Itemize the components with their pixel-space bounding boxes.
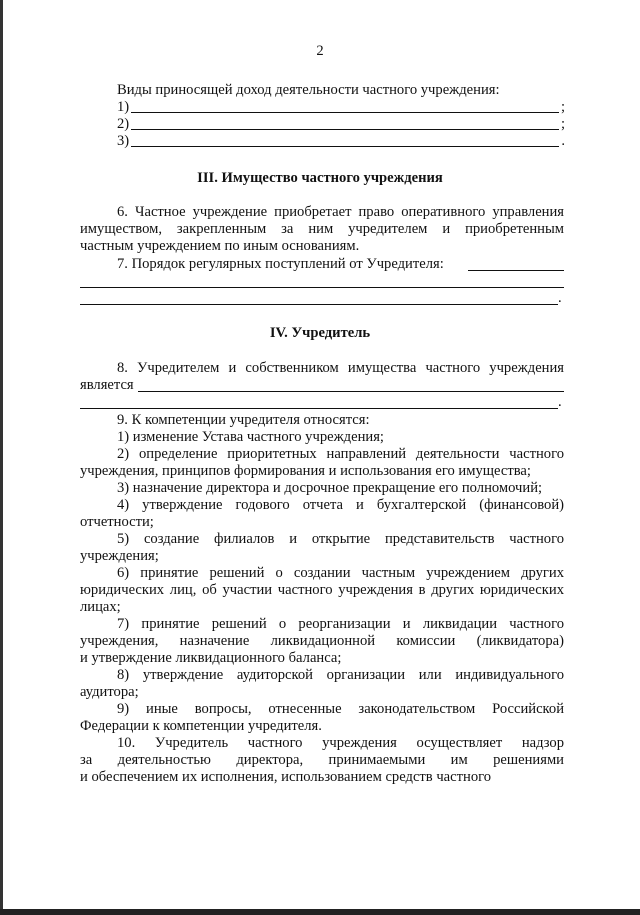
competence-line: 9. К компетенции учредителя относятся: (117, 412, 370, 428)
blank-line (131, 112, 559, 113)
line-end-mark: ; (560, 99, 565, 115)
blank-line (131, 129, 559, 130)
competence-line: 1) изменение Устава частного учреждения; (117, 429, 384, 445)
competence-line: 7) принятие решений о реорганизации и ликвидации частного (117, 616, 564, 632)
paragraph-6 (80, 204, 564, 255)
competence-line: 4) утверждение годового отчета и бухгалтерской (финансовой) (117, 497, 564, 513)
competence-line: юридических лиц, об участии частного учреждения в других юридических (80, 582, 564, 598)
competence-line: аудитора; (80, 684, 139, 700)
competence-line: 10. Учредитель частного учреждения осуществляет надзор (117, 735, 564, 751)
paragraph-8 (80, 360, 564, 394)
competence-line: лицах; (80, 599, 121, 615)
scan-edge-left (0, 0, 3, 915)
blank-line (80, 304, 558, 305)
blank-line (468, 270, 564, 271)
competence-line: учреждения, принципов формирования и использования его имущества; (80, 463, 531, 479)
competence-line: 6) принятие решений о создании частным учреждением других (117, 565, 564, 581)
competence-line: 2) определение приоритетных направлений деятельности частного (117, 446, 564, 462)
income-activity-number: 3) (117, 133, 130, 149)
paragraph-7: 7. Порядок регулярных поступлений от Учредителя: (117, 256, 444, 272)
income-activity-line-2 (117, 116, 565, 133)
competence-line: отчетности; (80, 514, 154, 530)
blank-line (80, 287, 564, 288)
competence-line: 8) утверждение аудиторской организации или индивидуального (117, 667, 564, 683)
competence-line: 5) создание филиалов и открытие представительств частного (117, 531, 564, 547)
competence-line: учреждения, назначение ликвидационной комиссии (ликвидатора) (80, 633, 564, 649)
page-number: 2 (316, 43, 324, 59)
line-end-mark: . (558, 290, 562, 306)
competence-line: 3) назначение директора и досрочное прекращение его полномочий; (117, 480, 543, 496)
line-end-mark: ; (560, 116, 565, 132)
paragraph-9-list (80, 412, 564, 786)
income-activity-number: 1) (117, 99, 130, 115)
competence-line: и обеспечением их исполнения, использованием средств частного (80, 769, 492, 785)
income-activity-number: 2) (117, 116, 130, 132)
paragraph-line: имуществом, закрепленным за ним учредителем и приобретенным (80, 221, 564, 237)
line-end-mark: . (561, 133, 565, 149)
competence-line: и утверждение ликвидационного баланса; (80, 650, 342, 666)
line-end-mark: . (558, 394, 562, 410)
paragraph-line: частным учреждением по иным основаниям. (80, 238, 360, 254)
income-activities-intro: Виды приносящей доход деятельности частного учреждения: (117, 82, 500, 98)
blank-line (80, 408, 558, 409)
paragraph-line: 6. Частное учреждение приобретает право оперативного управления (117, 204, 564, 220)
competence-line: за деятельностью директора, принимаемыми им решениями (80, 752, 564, 768)
paragraph-line: 8. Учредителем и собственником имущества частного учреждения (117, 360, 564, 376)
income-activity-line-3 (117, 133, 565, 150)
blank-line (138, 391, 564, 392)
income-activity-line-1 (117, 99, 565, 116)
scan-edge-bottom (0, 909, 640, 915)
paragraph-line: является (80, 377, 134, 393)
blank-line (131, 146, 559, 147)
competence-line: учреждения; (80, 548, 159, 564)
section-3-title: III. Имущество частного учреждения (197, 170, 443, 186)
competence-line: 9) иные вопросы, отнесенные законодательством Российской (117, 701, 564, 717)
section-4-title: IV. Учредитель (269, 325, 371, 341)
competence-line: Федерации к компетенции учредителя. (80, 718, 322, 734)
